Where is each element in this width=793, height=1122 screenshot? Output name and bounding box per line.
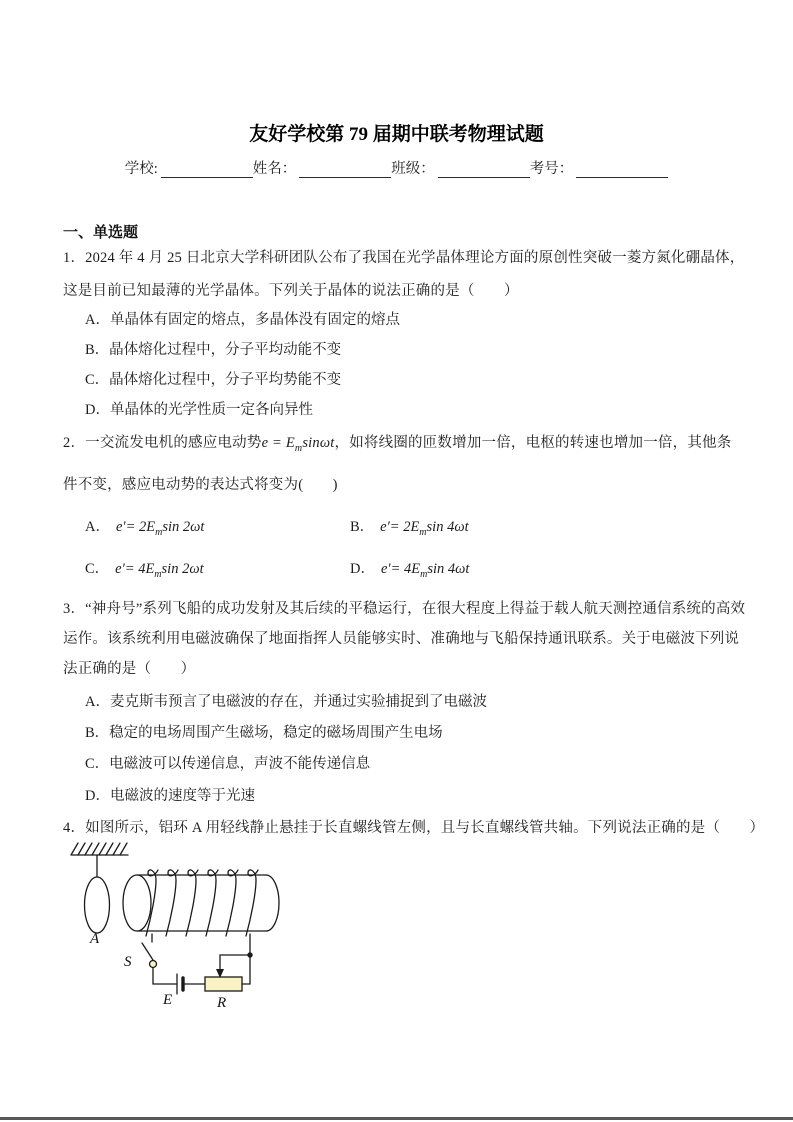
q2-option-b: B． $e'= 2E_m\sin$ 4ωt <box>350 519 469 538</box>
q3-stem-line3: 法正确的是（ ） <box>63 661 196 677</box>
aluminum-ring <box>85 877 110 933</box>
q2-stem-pre: 2．一交流发电机的感应电动势 <box>63 435 262 451</box>
class-blank-line <box>438 162 530 178</box>
school-blank-line <box>161 162 253 178</box>
switch-blade <box>142 943 153 960</box>
q4-stem-line1: 4．如图所示，铝环 A 用轻线静止悬挂于长直螺线管左侧，且与长直螺线管共轴。下列说法正确的是（ ） <box>63 820 765 836</box>
solenoid <box>123 870 279 936</box>
right-wire <box>242 934 250 984</box>
page-bottom-divider <box>0 1117 793 1120</box>
switch-label: S <box>124 954 132 970</box>
q3-stem-line2: 运作。该系统利用电磁波确保了地面指挥人员能够实时、准确地与飞船保持通讯联系。关于电磁波下列说 <box>63 631 740 647</box>
q2-option-a: A． $e'= 2E_m\sin$ 2ωt <box>85 519 205 538</box>
ceiling-hatch-icon <box>71 843 128 855</box>
name-label: 姓名： <box>252 161 297 177</box>
q1-option-d: D．单晶体的光学性质一定各向异性 <box>85 402 313 418</box>
q2-stem-line1 <box>63 431 731 454</box>
section-heading: 一、单选题 <box>63 225 139 241</box>
page-title: 友好学校第 79 届期中联考物理试题 <box>249 124 544 145</box>
q2-option-c: C． $e'= 4E_m\sin$ 2ωt <box>85 561 204 580</box>
q1-stem-line2: 这是目前已知最薄的光学晶体。下列关于晶体的说法正确的是（ ） <box>63 283 519 299</box>
school-label: 学校: <box>124 161 158 177</box>
examno-blank-line <box>576 162 668 178</box>
school-field <box>125 157 253 178</box>
name-field <box>253 157 392 178</box>
ring-label: A <box>90 931 100 947</box>
q3-option-c: C．电磁波可以传递信息，声波不能传递信息 <box>85 756 371 772</box>
q3-stem-line1: 3．“神舟号”系列飞船的成功发射及其后续的平稳运行，在很大程度上得益于载人航天测控通信系统的高效 <box>63 601 746 617</box>
class-label: 班级： <box>391 161 435 177</box>
battery-label: E <box>163 992 173 1008</box>
q2-stem-post: ，如将线圈的匝数增加一倍，电枢的转速也增加一倍，其他条 <box>334 435 732 451</box>
q3-option-b: B．稳定的电场周围产生磁场，稳定的磁场周围产生电场 <box>85 725 443 741</box>
q2-option-d: D． $e'= 4E_m\sin$ 4ωt <box>350 561 470 580</box>
q3-option-a: A．麦克斯韦预言了电磁波的存在，并通过实验捕捉到了电磁波 <box>85 694 487 710</box>
q2-stem-line2: 件不变，感应电动势的表达式将变为( ) <box>63 477 338 493</box>
examno-field <box>530 157 669 178</box>
junction-dot <box>247 952 252 957</box>
resistor-label: R <box>217 995 227 1011</box>
q3-option-d: D．电磁波的速度等于光速 <box>85 788 255 804</box>
rheostat-branch-wire <box>220 955 250 970</box>
resistor-body <box>205 977 242 991</box>
class-field <box>391 157 530 178</box>
q1-option-b: B．晶体熔化过程中，分子平均动能不变 <box>85 342 342 358</box>
q1-option-a: A．单晶体有固定的熔点，多晶体没有固定的熔点 <box>85 312 400 328</box>
battery-wire <box>153 968 176 984</box>
q1-stem-line1: 1．2024 年 4 月 25 日北京大学科研团队公布了我国在光学晶体理论方面的原创性突破一菱方氮化硼晶体， <box>63 250 745 266</box>
q2-formula: $e = E_m\sin\omega t$ <box>261 435 335 454</box>
examno-label: 考号： <box>529 161 574 177</box>
switch-contact <box>150 961 157 968</box>
name-blank-line <box>299 162 391 178</box>
q4-circuit-figure <box>70 838 302 1016</box>
student-info-row <box>0 157 793 178</box>
q1-option-c: C．晶体熔化过程中，分子平均势能不变 <box>85 372 342 388</box>
